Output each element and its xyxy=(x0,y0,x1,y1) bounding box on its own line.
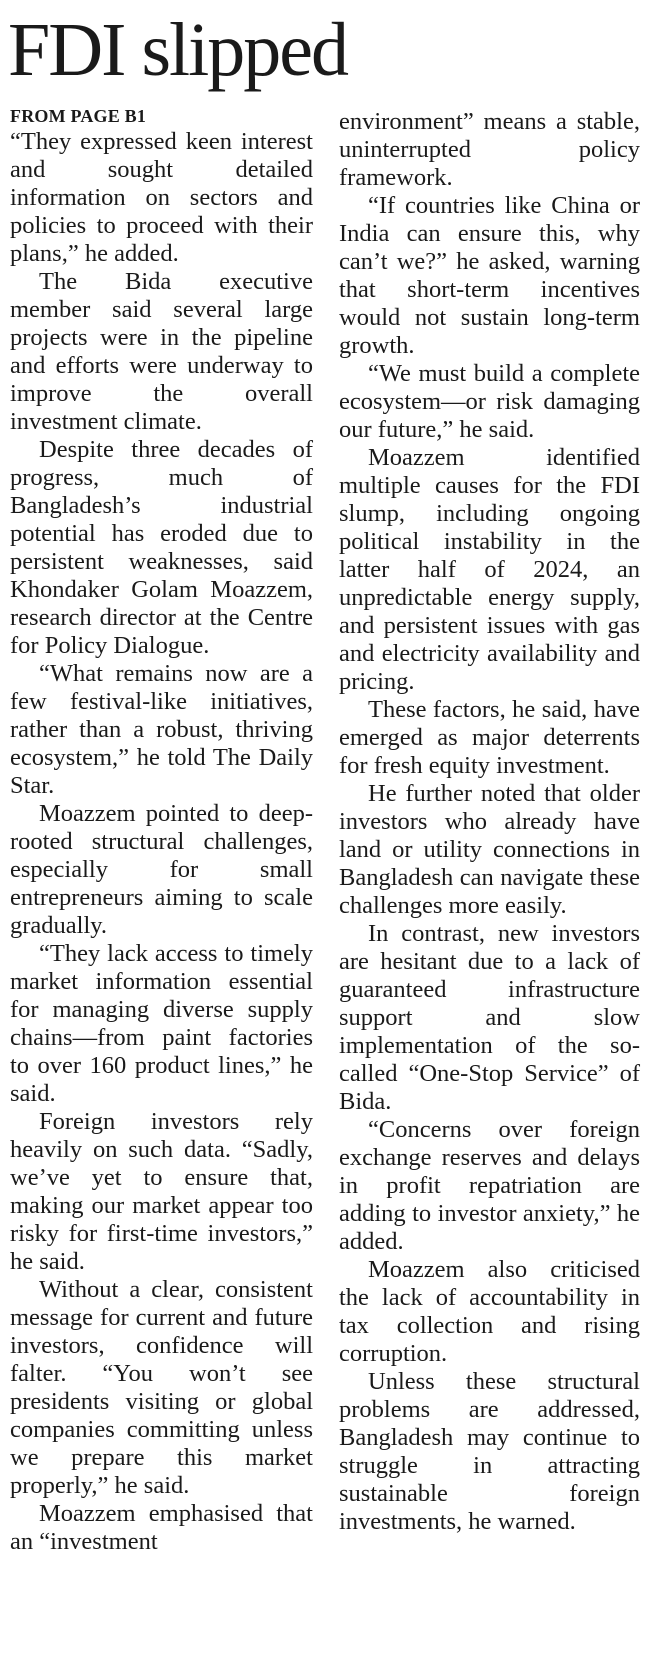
paragraph: Moazzem identified multiple causes for the FDI slump, including ongoing political instability in the latter half of 2024, an unpredictable energy supply, and persistent issues with gas and electricity availability and pricing. xyxy=(339,444,640,695)
paragraph: “What remains now are a few festival-like initiatives, rather than a robust, thriving ecosystem,” he told The Daily Star. xyxy=(10,660,313,799)
paragraph: “They lack access to timely market information essential for managing diverse supply chains—from paint factories to over 160 product lines,” he said. xyxy=(10,940,313,1107)
paragraph: Moazzem emphasised that an “investment xyxy=(10,1500,313,1555)
paragraph: Without a clear, consistent message for current and future investors, confidence will falter. “You won’t see presidents visiting or global companies committing unless we prepare this market properly,” he said. xyxy=(10,1276,313,1499)
paragraph: Despite three decades of progress, much of Bangladesh’s industrial potential has eroded due to persistent weaknesses, said Khondaker Golam Moazzem, research director at the Centre for Policy Dialogue. xyxy=(10,436,313,659)
article-column-right xyxy=(339,108,640,1536)
paragraph: Moazzem pointed to deep-rooted structural challenges, especially for small entrepreneurs aiming to scale gradually. xyxy=(10,800,313,939)
paragraph: Moazzem also criticised the lack of accountability in tax collection and rising corruption. xyxy=(339,1256,640,1367)
paragraph: In contrast, new investors are hesitant due to a lack of guaranteed infrastructure support and slow implementation of the so-called “One-Stop Service” of Bida. xyxy=(339,920,640,1115)
jump-line: FROM PAGE B1 xyxy=(10,106,147,126)
paragraph: environment” means a stable, uninterrupted policy framework. xyxy=(339,108,640,191)
paragraph: “Concerns over foreign exchange reserves and delays in profit repatriation are adding to investor anxiety,” he added. xyxy=(339,1116,640,1255)
paragraph: These factors, he said, have emerged as major deterrents for fresh equity investment. xyxy=(339,696,640,779)
paragraph: “If countries like China or India can ensure this, why can’t we?” he asked, warning that short-term incentives would not sustain long-term growth. xyxy=(339,192,640,359)
paragraph: He further noted that older investors who already have land or utility connections in Bangladesh can navigate these challenges more easily. xyxy=(339,780,640,919)
paragraph: “We must build a complete ecosystem—or risk damaging our future,” he said. xyxy=(339,360,640,443)
paragraph: “They expressed keen interest and sought detailed information on sectors and policies to proceed with their plans,” he added. xyxy=(10,128,313,267)
paragraph: The Bida executive member said several large projects were in the pipeline and efforts were underway to improve the overall investment climate. xyxy=(10,268,313,435)
paragraph: Unless these structural problems are addressed, Bangladesh may continue to struggle in attracting sustainable foreign investments, he warned. xyxy=(339,1368,640,1535)
headline: FDI slipped xyxy=(8,8,347,92)
article-column-left xyxy=(10,106,313,1556)
paragraph: Foreign investors rely heavily on such data. “Sadly, we’ve yet to ensure that, making our market appear too risky for first-time investors,” he said. xyxy=(10,1108,313,1275)
